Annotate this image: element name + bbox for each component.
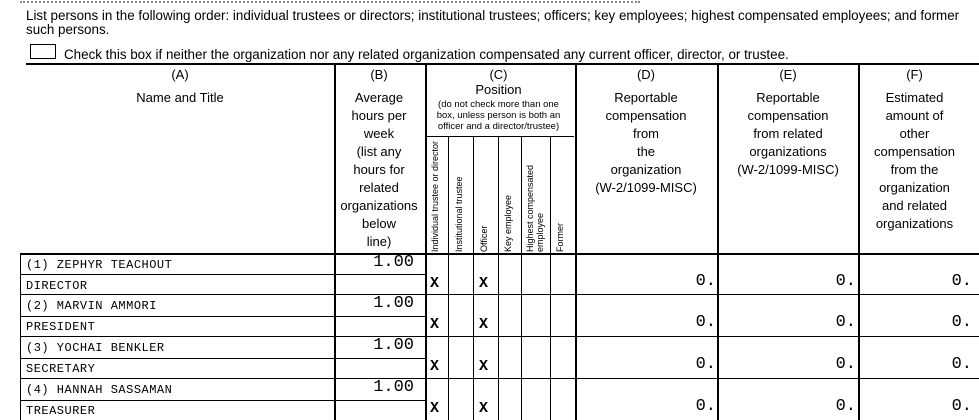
row-3-title: SECRETARY bbox=[26, 362, 96, 376]
col-c-sub-key-employee: Key employee bbox=[503, 194, 513, 252]
instructions-text: List persons in the following order: individual trustees or directors; institutional trustees; officers; key employees; highest compensated employees; and former such persons. bbox=[26, 8, 960, 37]
checkbox-label: Check this box if neither the organization nor any related organization compensated any current officer, director, or trustee. bbox=[64, 47, 789, 62]
row-1-comp-f: 0. bbox=[951, 272, 972, 291]
col-c-note: (do not check more than one box, unless person is both an officer and a director/trustee) bbox=[436, 99, 561, 132]
row-3-name: (3) YOCHAI BENKLER bbox=[26, 341, 165, 355]
row-4-trustee-mark: X bbox=[430, 400, 440, 417]
header-top-rule bbox=[26, 63, 979, 65]
col-c-left-rule bbox=[425, 63, 427, 420]
no-compensation-checkbox[interactable] bbox=[30, 44, 56, 59]
row-4-comp-e: 0. bbox=[835, 397, 856, 416]
row-1-trustee-mark: X bbox=[430, 275, 440, 292]
header-bottom-rule bbox=[20, 253, 979, 255]
col-b-label: Average hours per week (list any hours for related organizations below line) bbox=[340, 90, 418, 249]
row-1-comp-d: 0. bbox=[695, 272, 716, 291]
row-2-comp-f: 0. bbox=[951, 313, 972, 332]
row-1-hours: 1.00 bbox=[373, 253, 414, 272]
col-e-label: Reportable compensation from related organizations (W-2/1099-MISC) bbox=[737, 90, 839, 177]
col-c-sub-former: Former bbox=[555, 223, 565, 252]
row-1-comp-e: 0. bbox=[835, 272, 856, 291]
col-a-letter: (A) bbox=[171, 67, 189, 82]
row-2-title: PRESIDENT bbox=[26, 320, 96, 334]
row-3-hours: 1.00 bbox=[373, 336, 414, 355]
col-a-label: Name and Title bbox=[136, 90, 224, 105]
row-2-officer-mark: X bbox=[479, 316, 489, 333]
row-1-officer-mark: X bbox=[479, 275, 489, 292]
col-f-label: Estimated amount of other compensation from the organization and related organizations bbox=[874, 90, 955, 231]
col-f-left-rule bbox=[858, 63, 860, 420]
row-rule-2 bbox=[20, 336, 979, 337]
row-2-comp-d: 0. bbox=[695, 313, 716, 332]
col-e-left-rule bbox=[717, 63, 719, 420]
col-c-sub-institutional: Institutional trustee bbox=[454, 176, 464, 252]
col-d-left-rule bbox=[575, 63, 577, 420]
col-b-letter: (B) bbox=[370, 67, 388, 82]
row-4-comp-f: 0. bbox=[951, 397, 972, 416]
row-3-trustee-mark: X bbox=[430, 358, 440, 375]
row-3-comp-d: 0. bbox=[695, 355, 716, 374]
col-c-sub-highest: Highest compensated employee bbox=[525, 164, 545, 252]
row-rule-1 bbox=[20, 294, 979, 295]
col-c-sub-trustee: Individual trustee or director bbox=[430, 140, 440, 252]
col-d-letter: (D) bbox=[636, 67, 656, 82]
row-2-trustee-mark: X bbox=[430, 316, 440, 333]
row-2-inner-rule bbox=[20, 316, 426, 317]
row-3-comp-f: 0. bbox=[951, 355, 972, 374]
row-4-comp-d: 0. bbox=[695, 397, 716, 416]
col-b-left-rule bbox=[334, 63, 336, 420]
row-2-hours: 1.00 bbox=[373, 294, 414, 313]
cut-off-line bbox=[20, 0, 640, 6]
row-2-name: (2) MARVIN AMMORI bbox=[26, 299, 157, 313]
col-d-label: Reportable compensation from the organization (W-2/1099-MISC) bbox=[595, 90, 697, 195]
row-3-inner-rule bbox=[20, 358, 426, 359]
row-2-comp-e: 0. bbox=[835, 313, 856, 332]
row-4-hours: 1.00 bbox=[373, 378, 414, 397]
row-3-officer-mark: X bbox=[479, 358, 489, 375]
row-1-name: (1) ZEPHYR TEACHOUT bbox=[26, 258, 173, 272]
col-c-sub-officer: Officer bbox=[479, 225, 489, 252]
row-4-officer-mark: X bbox=[479, 400, 489, 417]
row-rule-3 bbox=[20, 378, 979, 379]
col-e-letter: (E) bbox=[779, 67, 797, 82]
col-f-letter: (F) bbox=[906, 67, 923, 82]
row-4-name: (4) HANNAH SASSAMAN bbox=[26, 383, 173, 397]
row-1-inner-rule bbox=[20, 274, 426, 275]
col-c-letter: (C) bbox=[489, 67, 508, 82]
row-4-title: TREASURER bbox=[26, 404, 96, 418]
col-c-label: Position bbox=[475, 82, 522, 97]
row-3-comp-e: 0. bbox=[835, 355, 856, 374]
row-4-inner-rule bbox=[20, 400, 426, 401]
table-left-rule bbox=[20, 253, 21, 420]
row-1-title: DIRECTOR bbox=[26, 279, 88, 293]
